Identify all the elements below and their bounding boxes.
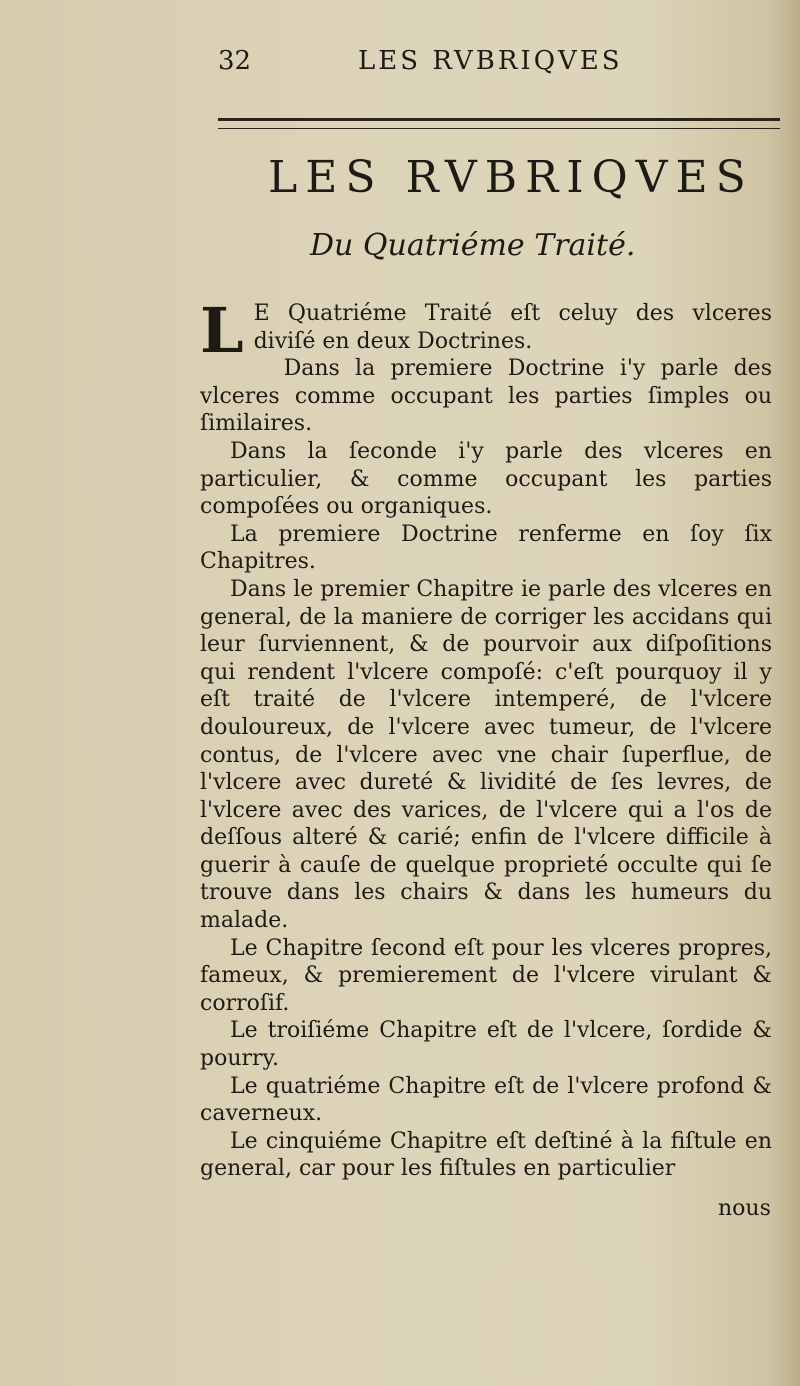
- paragraph: Le cinquiéme Chapitre eſt deſtiné à la fiſtule en general, car pour les fiſtules en particulier: [200, 1128, 772, 1182]
- paragraph: Dans la premiere Doctrine i'y parle des vlceres comme occupant les parties ſimples ou ſimilaires.: [200, 356, 772, 437]
- paragraph: Le troiſiéme Chapitre eſt de l'vlcere, ſordide & pourry.: [200, 1018, 772, 1072]
- body-text: [200, 294, 772, 1183]
- paragraph: Le quatriéme Chapitre eſt de l'vlcere profond & caverneux.: [200, 1073, 772, 1127]
- paragraph: La premiere Doctrine renferme en ſoy ſix Chapitres.: [200, 521, 772, 575]
- catchword: nous: [718, 1196, 771, 1221]
- drop-cap: L: [200, 294, 244, 367]
- paragraph-text: E Quatriéme Traité eſt celuy des vlceres diviſé en deux Doctrines.: [253, 301, 772, 354]
- paragraph: Dans la ſeconde i'y parle des vlceres en particulier, & comme occupant les parties compoſées ou organiques.: [200, 438, 772, 520]
- running-head: [208, 42, 768, 86]
- running-title: LES RVBRIQVES: [358, 46, 623, 76]
- paragraph: Le Chapitre ſecond eſt pour les vlceres propres, fameux, & premierement de l'vlcere virulant & corroſif.: [200, 935, 772, 1016]
- page-number: 32: [218, 46, 252, 76]
- ornamental-rule: [218, 118, 780, 129]
- page-title: LES RVBRIQVES: [268, 152, 754, 203]
- page-subtitle: Du Quatriéme Traité.: [310, 228, 636, 263]
- paragraph: Dans le premier Chapitre ie parle des vlceres en general, de la maniere de corriger les accidans qui leur ſurviennent, & de pourvoir aux diſpoſitions qui rendent l'vlcere compoſé: c'eſt pourquoy il y eſt traité de l'vlcere intemperé, de l'vlcere douloureux, de l'vlcere avec tumeur, de l'vlcere contus, de l'vlcere avec vne chair ſuperflue, de l'vlcere avec dureté & lividité de ſes levres, de l'vlcere avec des varices, de l'vlcere qui a l'os de deſſous alteré & carié; enfin de l'vlcere difficile à guerir à cauſe de quelque proprieté occulte qui ſe trouve dans les chairs & dans les humeurs du malade.: [200, 576, 772, 934]
- paragraph: [200, 294, 772, 367]
